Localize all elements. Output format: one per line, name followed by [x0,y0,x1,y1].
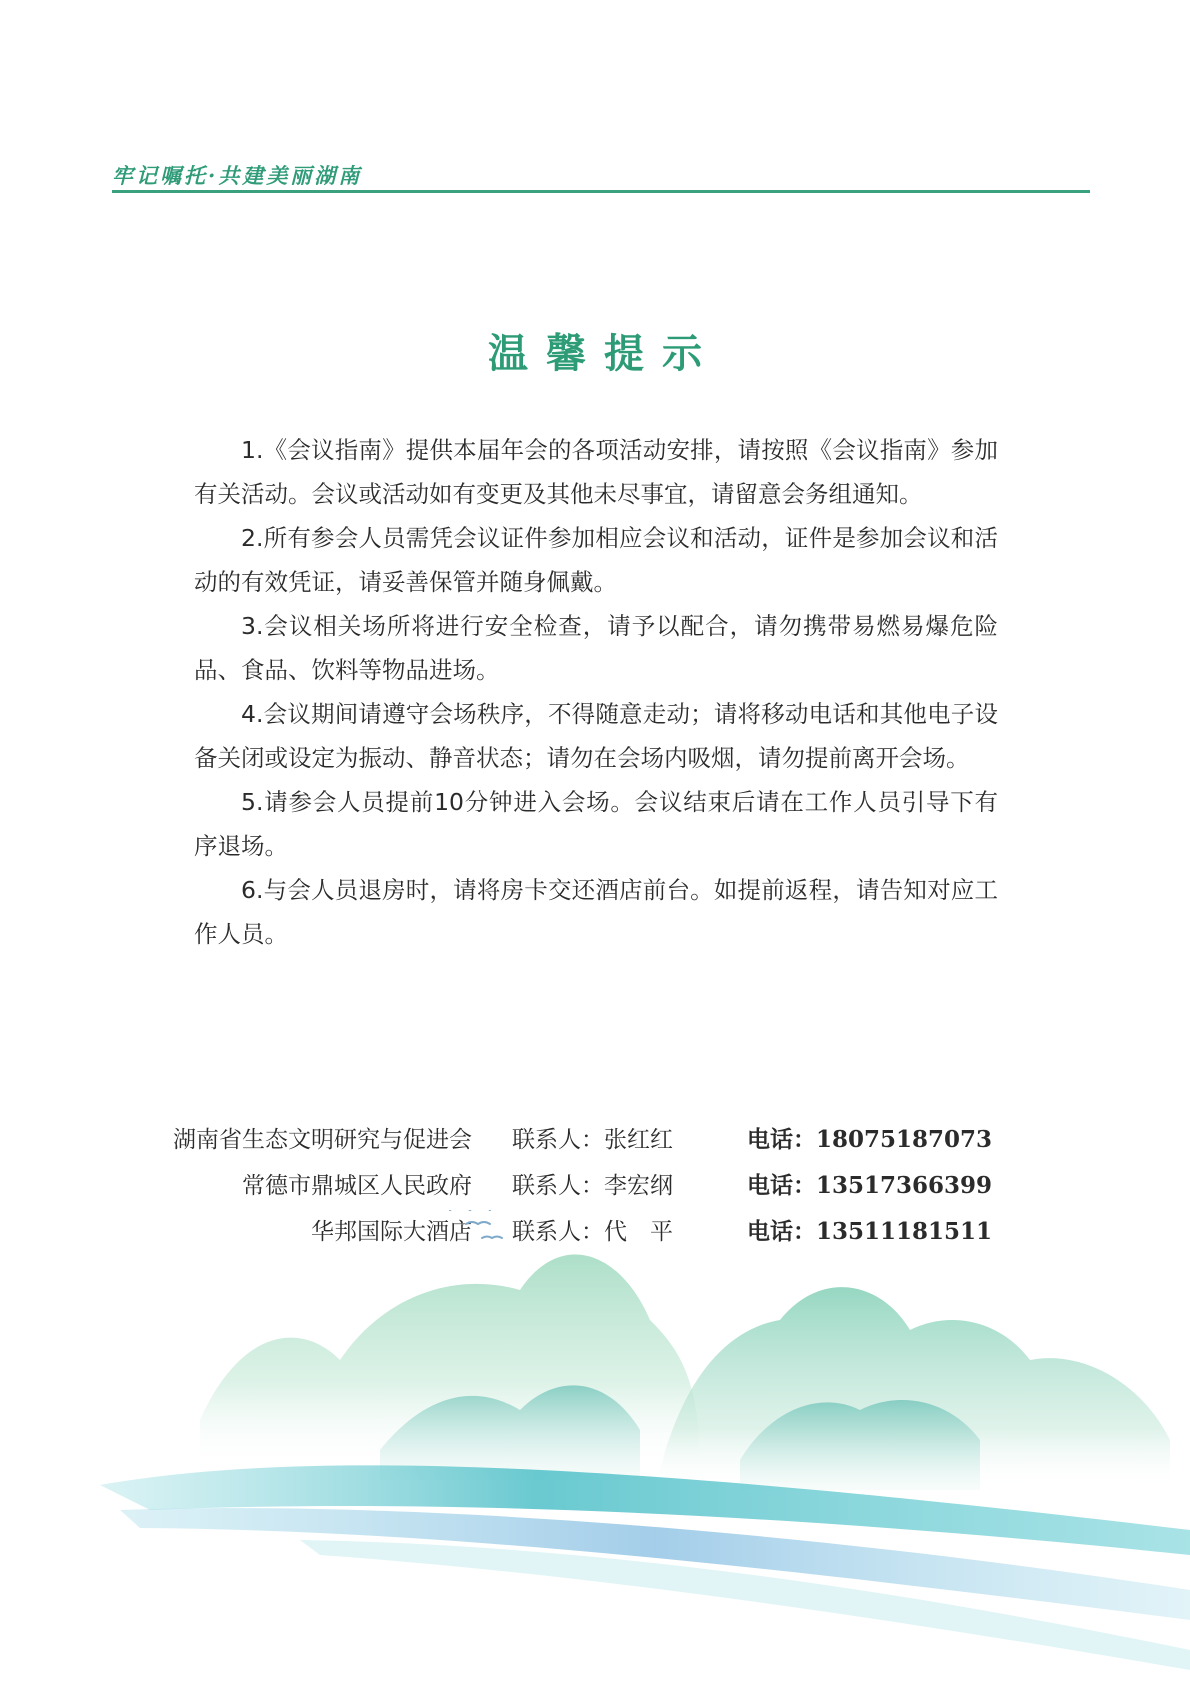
contact-row [150,1114,1030,1160]
header-slogan: 牢记嘱托·共建美丽湖南 [112,163,363,188]
header-divider [112,190,1090,193]
contact-org: 湖南省生态文明研究与促进会 [173,1126,472,1153]
tip-item: 4.会议期间请遵守会场秩序，不得随意走动；请将移动电话和其他电子设备关闭或设定为振动、静音状态；请勿在会场内吸烟，请勿提前离开会场。 [194,700,998,772]
contact-org: 常德市鼎城区人民政府 [242,1172,472,1199]
contact-person: 联系人：张红红 [512,1126,673,1153]
contact-phone: 电话：13511181511 [747,1217,993,1245]
birds [450,1210,510,1238]
contact-person: 联系人：李宏纲 [512,1172,673,1199]
contact-row [150,1160,1030,1206]
landscape-illustration [0,1210,1190,1683]
contact-person: 联系人：代 平 [512,1218,673,1245]
mountains [200,1254,1170,1490]
tip-item: 3.会议相关场所将进行安全检查，请予以配合，请勿携带易燃易爆危险品、食品、饮料等物品进场。 [194,612,998,684]
contact-org: 华邦国际大酒店 [311,1218,472,1245]
tip-item: 2.所有参会人员需凭会议证件参加相应会议和活动，证件是参加会议和活动的有效凭证，请妥善保管并随身佩戴。 [194,524,998,596]
tip-item: 6.与会人员退房时，请将房卡交还酒店前台。如提前返程，请告知对应工作人员。 [194,876,998,948]
tips-list [194,428,998,956]
river [100,1465,1190,1670]
page-title: 温馨提示 [488,331,720,377]
tip-item: 1.《会议指南》提供本届年会的各项活动安排，请按照《会议指南》参加有关活动。会议或活动如有变更及其他未尽事宜，请留意会务组通知。 [194,436,998,508]
contact-phone: 电话：18075187073 [747,1125,993,1153]
tip-item: 5.请参会人员提前10分钟进入会场。会议结束后请在工作人员引导下有序退场。 [194,788,998,860]
contact-phone: 电话：13517366399 [747,1171,993,1199]
